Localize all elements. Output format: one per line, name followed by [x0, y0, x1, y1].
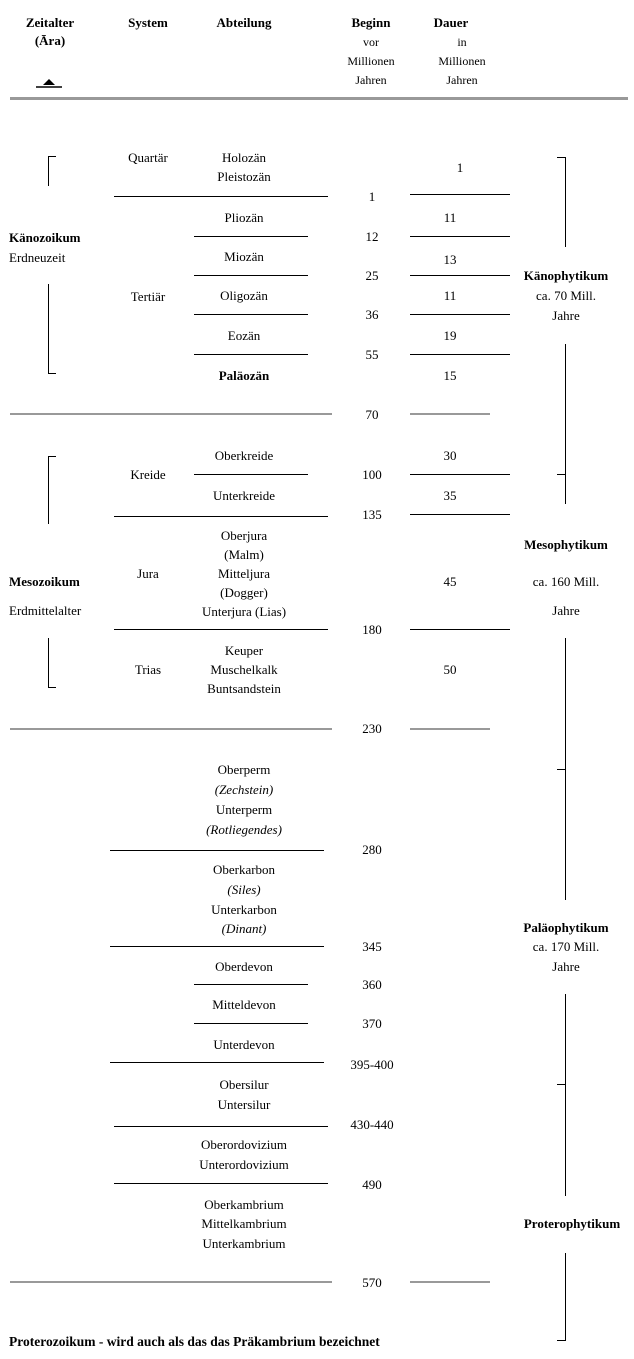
division-dogger: (Dogger) — [220, 585, 268, 600]
division-pleistozaen: Pleistozän — [217, 169, 271, 184]
dline-2 — [410, 236, 510, 237]
system-kreide: Kreide — [130, 467, 166, 482]
phyto-palaeo-l2: Jahre — [552, 959, 580, 974]
begin-360: 360 — [362, 977, 382, 992]
phyto-palaeo-l1: ca. 170 Mill. — [532, 939, 600, 954]
line-kreide — [114, 516, 328, 517]
phyto-kano-l2: Jahre — [552, 308, 580, 323]
era-meso-sub: Erdmittelalter — [9, 603, 82, 618]
header-duration-sub2: Millionen — [438, 54, 486, 68]
begin-430-440: 430-440 — [350, 1117, 394, 1132]
division-oberjura: Oberjura — [220, 528, 268, 543]
division-zechstein: (Zechstein) — [214, 782, 274, 797]
division-unterkambrium: Unterkambrium — [202, 1236, 286, 1251]
division-oberkambrium: Oberkambrium — [204, 1197, 284, 1212]
line-perm — [110, 850, 324, 851]
line-oligozaen — [194, 314, 308, 315]
division-buntsandstein: Buntsandstein — [207, 681, 281, 696]
division-obersilur: Obersilur — [219, 1077, 269, 1092]
begin-12: 12 — [365, 229, 379, 244]
begin-370: 370 — [362, 1016, 382, 1031]
line-miozaen — [194, 275, 308, 276]
division-miozaen: Miozän — [224, 249, 264, 264]
division-dinant: (Dinant) — [221, 921, 267, 936]
header-system: System — [128, 15, 168, 30]
division-unterkreide: Unterkreide — [212, 488, 276, 503]
phyto-kano-line-top — [565, 157, 566, 247]
phyto-kano-name: Känophytikum — [523, 268, 609, 283]
division-unterdevon: Unterdevon — [213, 1037, 275, 1052]
duration-45: 45 — [443, 574, 457, 589]
line-oberdevon — [194, 984, 308, 985]
phyto-kano-line-bottom — [565, 344, 566, 504]
division-mittelkambrium: Mittelkambrium — [201, 1216, 287, 1231]
phyto-kano-l1: ca. 70 Mill. — [536, 288, 596, 303]
header-begin-sub3: Jahren — [355, 73, 387, 87]
division-siles: (Siles) — [227, 882, 261, 897]
division-keuper: Keuper — [224, 643, 264, 658]
line-pliozaen — [194, 236, 308, 237]
kano-bracket-top-tick — [48, 156, 56, 157]
division-oberdevon: Oberdevon — [215, 959, 273, 974]
meso-bracket-bottom-tick — [48, 687, 56, 688]
begin-230: 230 — [362, 721, 382, 736]
header-begin-label: Beginn — [351, 15, 391, 30]
divider-230-left — [10, 728, 332, 730]
duration-35: 35 — [443, 488, 457, 503]
begin-100: 100 — [362, 467, 382, 482]
division-palaeozaen: Paläozän — [218, 368, 270, 383]
header-duration-sub3: Jahren — [446, 73, 478, 87]
division-untersilur: Untersilur — [217, 1097, 271, 1112]
begin-570: 570 — [362, 1275, 382, 1290]
division-unterjura: Unterjura (Lias) — [201, 604, 287, 619]
system-tertiaer: Tertiär — [130, 289, 166, 304]
header-divider — [10, 97, 628, 100]
phyto-tick-2 — [557, 769, 566, 770]
phyto-bottom-tick — [557, 1340, 566, 1341]
phyto-tick-1 — [557, 474, 566, 475]
line-devon — [110, 1062, 324, 1063]
division-rotliegendes: (Rotliegendes) — [206, 822, 282, 837]
meso-bracket-bottom — [48, 638, 49, 688]
header-begin-sub2: Millionen — [347, 54, 395, 68]
header-duration-sub1: in — [457, 35, 467, 49]
phyto-meso-name: Mesophytikum — [524, 537, 608, 552]
begin-36: 36 — [365, 307, 379, 322]
sort-arrow-icon[interactable] — [36, 76, 62, 86]
line-silur — [114, 1126, 328, 1127]
begin-55: 55 — [365, 347, 379, 362]
line-ordovizium — [114, 1183, 328, 1184]
dline-3 — [410, 275, 510, 276]
begin-180: 180 — [362, 622, 382, 637]
duration-11a: 11 — [443, 210, 457, 225]
header-duration — [416, 14, 486, 32]
duration-11b: 11 — [443, 288, 457, 303]
begin-1: 1 — [368, 189, 376, 204]
division-oberperm: Oberperm — [217, 762, 271, 777]
divider-70-right — [410, 413, 490, 415]
division-oberkarbon: Oberkarbon — [212, 862, 276, 877]
duration-13: 13 — [443, 252, 457, 267]
begin-135: 135 — [362, 507, 382, 522]
kano-bracket-bottom — [48, 284, 49, 374]
line-oberkreide — [194, 474, 308, 475]
division-mitteljura: Mitteljura — [218, 566, 270, 581]
phyto-protero-name: Proterophytikum — [523, 1216, 621, 1231]
header-era-sub: (Āra) — [34, 33, 66, 48]
division-muschelkalk: Muschelkalk — [210, 662, 278, 677]
header-begin-sub1: vor — [363, 35, 379, 49]
meso-bracket-top — [48, 456, 49, 524]
line-mitteldevon — [194, 1023, 308, 1024]
meso-bracket-top-tick — [48, 456, 56, 457]
divider-70-left — [10, 413, 332, 415]
duration-19: 19 — [443, 328, 457, 343]
division-oberordovizium: Oberordovizium — [201, 1137, 287, 1152]
phyto-palaeo-line-bottom — [565, 994, 566, 1196]
system-quartaer: Quartär — [128, 150, 168, 165]
header-era-label: Zeitalter — [25, 15, 75, 30]
line-jura — [114, 629, 328, 630]
division-oligozaen: Oligozän — [220, 288, 268, 303]
header-duration-sub — [424, 33, 500, 90]
division-holozaen: Holozän — [221, 150, 267, 165]
divider-230-right — [410, 728, 490, 730]
phyto-palaeo-name: Paläophytikum — [523, 920, 609, 935]
duration-1: 1 — [456, 160, 464, 175]
division-mitteldevon: Mitteldevon — [212, 997, 276, 1012]
duration-30: 30 — [443, 448, 457, 463]
begin-70: 70 — [365, 407, 379, 422]
era-proterozoikum-note: Proterozoikum - wird auch als das das Präkambrium bezeichnet — [9, 1334, 380, 1349]
kano-bracket-bottom-tick — [48, 373, 56, 374]
division-eozaen: Eozän — [227, 328, 261, 343]
header-duration-label: Dauer — [433, 15, 469, 30]
dline-6 — [410, 474, 510, 475]
phyto-tick-3 — [557, 1084, 566, 1085]
phyto-protero-line — [565, 1253, 566, 1341]
division-pliozaen: Pliozän — [224, 210, 264, 225]
begin-280: 280 — [362, 842, 382, 857]
divider-570-right — [410, 1281, 490, 1283]
duration-50: 50 — [443, 662, 457, 677]
line-karbon — [110, 946, 324, 947]
line-eozaen — [194, 354, 308, 355]
era-meso-name: Mesozoikum — [9, 574, 80, 589]
division-malm: (Malm) — [224, 547, 264, 562]
begin-345: 345 — [362, 939, 382, 954]
begin-395-400: 395-400 — [350, 1057, 394, 1072]
begin-490: 490 — [362, 1177, 382, 1192]
dline-5 — [410, 354, 510, 355]
header-era — [10, 14, 90, 50]
phyto-meso-l1: ca. 160 Mill. — [532, 574, 600, 589]
system-trias: Trias — [134, 662, 162, 677]
dline-1 — [410, 194, 510, 195]
division-unterordovizium: Unterordovizium — [199, 1157, 289, 1172]
division-unterperm: Unterperm — [215, 802, 273, 817]
division-oberkreide: Oberkreide — [214, 448, 274, 463]
dline-7 — [410, 514, 510, 515]
duration-15: 15 — [443, 368, 457, 383]
system-jura: Jura — [137, 566, 159, 581]
era-kano-name: Känozoikum — [9, 230, 81, 245]
header-division: Abteilung — [216, 15, 272, 30]
dline-8 — [410, 629, 510, 630]
era-kano-sub: Erdneuzeit — [9, 250, 66, 265]
header-begin-sub — [336, 33, 406, 90]
dline-4 — [410, 314, 510, 315]
header-begin — [336, 14, 406, 32]
kano-bracket-top — [48, 156, 49, 186]
divider-570-left — [10, 1281, 332, 1283]
division-unterkarbon: Unterkarbon — [211, 902, 277, 917]
phyto-meso-l2: Jahre — [552, 603, 580, 618]
line-quartaer — [114, 196, 328, 197]
begin-25: 25 — [365, 268, 379, 283]
